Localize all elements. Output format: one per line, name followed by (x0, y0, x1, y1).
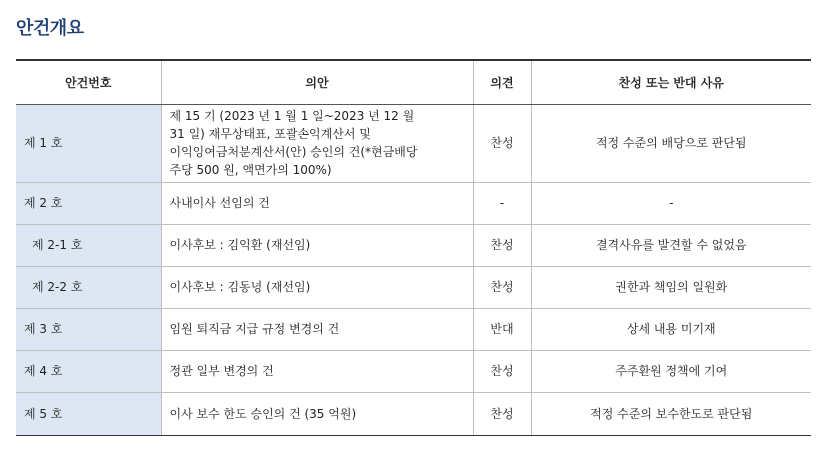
agenda-table (16, 59, 811, 436)
table-row (16, 104, 811, 182)
agenda-line: 제 15 기 (2023 년 1 월 1 일~2023 년 12 월 (169, 109, 415, 123)
opinion-cell: 찬성 (473, 350, 531, 392)
agenda-number-cell: 제 2-2 호 (16, 266, 161, 308)
agenda-cell: 임원 퇴직금 지급 규정 변경의 건 (161, 308, 473, 350)
table-row (16, 350, 811, 392)
opinion-cell: 찬성 (473, 104, 531, 182)
opinion-cell: 반대 (473, 308, 531, 350)
header-agenda: 의안 (161, 60, 473, 104)
opinion-cell: 찬성 (473, 224, 531, 266)
opinion-cell: 찬성 (473, 266, 531, 308)
table-row (16, 308, 811, 350)
agenda-cell: 이사후보 : 김익환 (재선임) (161, 224, 473, 266)
reason-cell: 권한과 책임의 일원화 (531, 266, 811, 308)
header-reason: 찬성 또는 반대 사유 (531, 60, 811, 104)
agenda-number-cell: 제 4 호 (16, 350, 161, 392)
opinion-cell: - (473, 182, 531, 224)
table-row (16, 392, 811, 435)
agenda-cell: 정관 일부 변경의 건 (161, 350, 473, 392)
table-row (16, 224, 811, 266)
reason-cell: 적정 수준의 보수한도로 판단됨 (531, 392, 811, 435)
header-agenda-number: 안건번호 (16, 60, 161, 104)
header-opinion: 의견 (473, 60, 531, 104)
agenda-line: 주당 500 원, 액면가의 100%) (169, 163, 332, 177)
agenda-cell: 이사 보수 한도 승인의 건 (35 억원) (161, 392, 473, 435)
agenda-cell: 사내이사 선임의 건 (161, 182, 473, 224)
agenda-cell (161, 104, 473, 182)
reason-cell: 상세 내용 미기재 (531, 308, 811, 350)
agenda-number-cell: 제 3 호 (16, 308, 161, 350)
agenda-line: 31 일) 재무상태표, 포괄손익계산서 및 (169, 127, 371, 141)
agenda-number-cell: 제 2 호 (16, 182, 161, 224)
agenda-line: 이익잉여금처분계산서(안) 승인의 건(*현금배당 (169, 145, 418, 159)
reason-cell: - (531, 182, 811, 224)
reason-cell: 결격사유를 발견할 수 없었음 (531, 224, 811, 266)
table-row (16, 266, 811, 308)
agenda-cell: 이사후보 : 김동녕 (재선임) (161, 266, 473, 308)
agenda-number-cell: 제 1 호 (16, 104, 161, 182)
reason-cell: 적정 수준의 배당으로 판단됨 (531, 104, 811, 182)
opinion-cell: 찬성 (473, 392, 531, 435)
agenda-number-cell: 제 5 호 (16, 392, 161, 435)
reason-cell: 주주환원 정책에 기여 (531, 350, 811, 392)
table-header-row (16, 60, 811, 104)
agenda-number-cell: 제 2-1 호 (16, 224, 161, 266)
page-title: 안건개요 (16, 18, 84, 39)
table-row (16, 182, 811, 224)
